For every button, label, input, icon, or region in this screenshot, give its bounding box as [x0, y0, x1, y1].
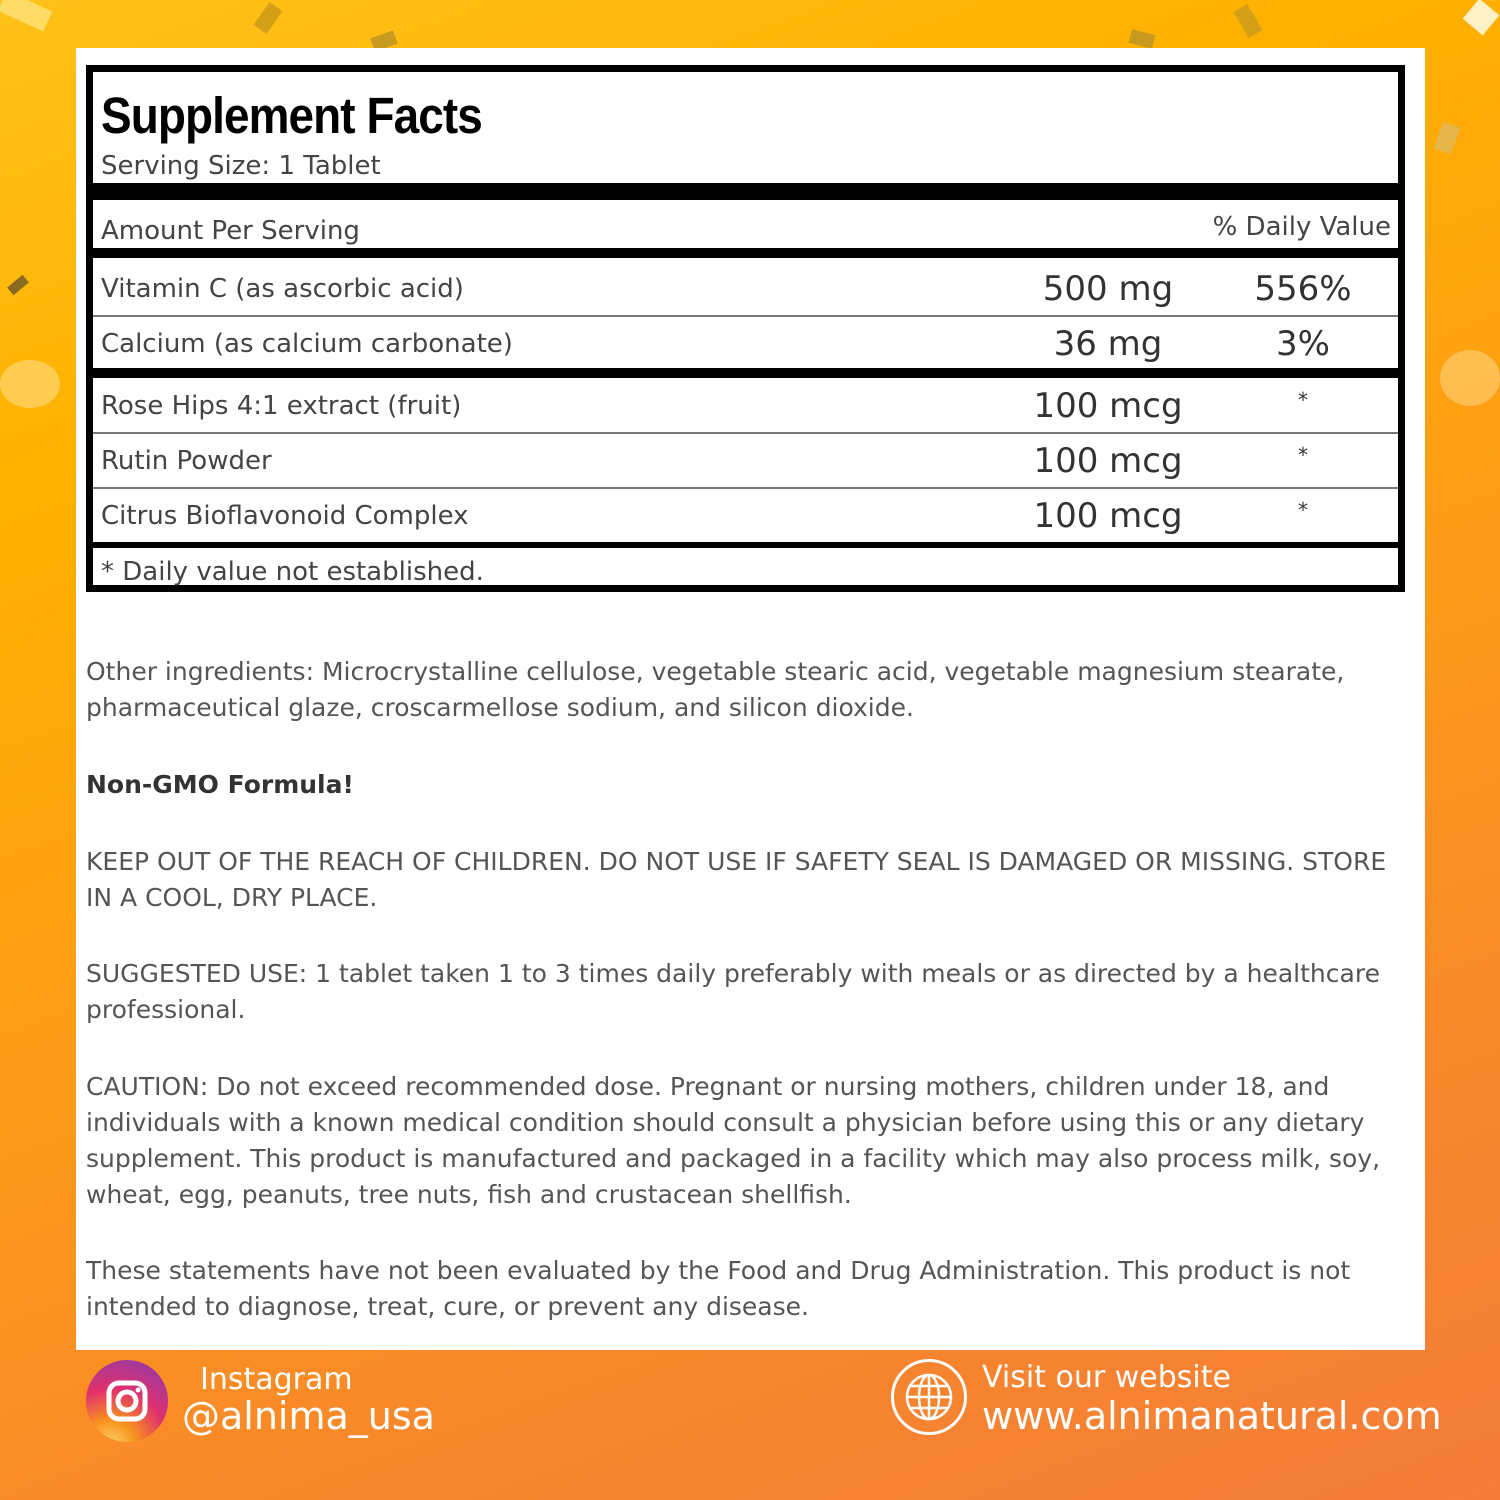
divider-thick	[93, 368, 1398, 378]
row-divider	[93, 315, 1398, 317]
ingredient-daily-value: *	[1298, 498, 1308, 522]
confetti-decoration	[0, 360, 60, 408]
instagram-glyph	[86, 1360, 168, 1442]
nutrient-amount: 500 mg	[1042, 269, 1174, 309]
confetti-decoration	[1234, 4, 1263, 38]
confetti-decoration	[1463, 0, 1500, 35]
globe-icon[interactable]	[891, 1359, 967, 1435]
facts-title: Supplement Facts	[101, 87, 482, 144]
suggested-use: SUGGESTED USE: 1 tablet taken 1 to 3 times daily preferably with meals or as directed by a healthcare professional.	[86, 959, 1380, 1024]
ingredient-name: Rose Hips 4:1 extract (fruit)	[101, 391, 462, 421]
warning-text: KEEP OUT OF THE REACH OF CHILDREN. DO NOT USE IF SAFETY SEAL IS DAMAGED OR MISSING. STORE IN A COOL, DRY PLACE.	[86, 847, 1387, 912]
ingredient-daily-value: *	[1298, 388, 1308, 412]
row-divider	[93, 487, 1398, 489]
website-url[interactable]: www.alnimanatural.com	[982, 1394, 1442, 1438]
ingredient-amount: 100 mcg	[1033, 441, 1183, 481]
confetti-decoration	[7, 275, 29, 296]
non-gmo-statement: Non-GMO Formula!	[86, 770, 354, 799]
nutrient-daily-value: 3%	[1276, 324, 1330, 364]
divider-thick	[93, 542, 1398, 548]
confetti-decoration	[0, 0, 52, 32]
confetti-decoration	[1129, 29, 1156, 49]
nutrient-daily-value: 556%	[1254, 269, 1352, 309]
confetti-decoration	[253, 2, 282, 34]
ingredient-name: Rutin Powder	[101, 446, 272, 476]
nutrient-name: Vitamin C (as ascorbic acid)	[101, 274, 464, 304]
fda-disclaimer: These statements have not been evaluated by the Food and Drug Administration. This product is not intended to diagnose, treat, cure, or prevent any disease.	[86, 1256, 1351, 1321]
ingredient-amount: 100 mcg	[1033, 496, 1183, 536]
divider-thick	[93, 183, 1398, 200]
nutrient-name: Calcium (as calcium carbonate)	[101, 329, 513, 359]
ingredient-name: Citrus Bioflavonoid Complex	[101, 501, 469, 531]
confetti-decoration	[1434, 122, 1460, 154]
website-label: Visit our website	[982, 1360, 1231, 1395]
ingredient-amount: 100 mcg	[1033, 386, 1183, 426]
serving-size: Serving Size: 1 Tablet	[101, 151, 381, 181]
nutrient-amount: 36 mg	[1053, 324, 1163, 364]
instagram-icon[interactable]	[86, 1360, 168, 1442]
daily-value-footnote: * Daily value not established.	[101, 557, 484, 587]
globe-glyph	[894, 1362, 964, 1432]
ingredient-daily-value: *	[1298, 443, 1308, 467]
supplement-facts-table	[86, 65, 1405, 592]
divider-thick	[93, 248, 1398, 258]
content-panel	[76, 48, 1425, 1350]
amount-per-serving-header: Amount Per Serving	[101, 216, 360, 246]
other-ingredients: Other ingredients: Microcrystalline cellulose, vegetable stearic acid, vegetable magnesium stearate, pharmaceutical glaze, croscarmellose sodium, and silicon dioxide.	[86, 657, 1345, 722]
caution-text: CAUTION: Do not exceed recommended dose. Pregnant or nursing mothers, children under 18, and individuals with a known medical condition should consult a physician before using this or any dietary supplement. This product is manufactured and packaged in a facility which may also process milk, soy, wheat, egg, peanuts, tree nuts, fish and crustacean shellfish.	[86, 1072, 1381, 1209]
instagram-handle[interactable]: @alnima_usa	[182, 1394, 435, 1438]
confetti-decoration	[1440, 350, 1500, 406]
row-divider	[93, 432, 1398, 434]
daily-value-header: % Daily Value	[1212, 212, 1391, 242]
instagram-label: Instagram	[200, 1362, 353, 1397]
